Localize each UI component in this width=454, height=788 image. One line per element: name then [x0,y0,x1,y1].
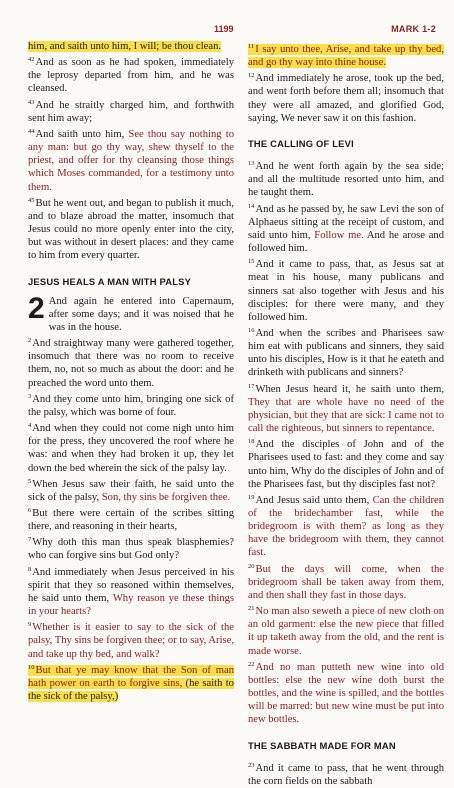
verse-10: $^{10}$But that ye may know that the Son of man hath power on earth to forgive sins, (he saith to the sick of the palsy,) [28,663,234,703]
verse-9: $^9$Whether is it easier to say to the sick of the palsy, Thy sins be forgiven thee; or to say, Arise, and take up thy bed, and walk? [28,621,234,660]
verse-4: $^4$And when they could not come nigh unto him for the press, they uncovered the roof where he was: and when they had broken it up, they let down the bed wherein the sick of the palsy lay. [28,422,234,474]
verse-44: $^{44}$And saith unto him, See thou say nothing to any man: but go thy way, shew thyself to the priest, and offer for thy cleansing those things which Moses commanded, for a testimony unto them. [28,127,234,193]
verse-45: $^{45}$But he went out, and began to publish it much, and to blaze abroad the matter, insomuch that Jesus could no more openly enter into the city, but was without in desert places: and they came to him from every quarter. [28,196,234,262]
verse-14: $^{14}$And as he passed by, he saw Levi the son of Alphaeus sitting at the receipt of custom, and said unto him, Follow me. And he arose and followed him. [248,202,444,255]
verse-20: $^{20}$But the days will come, when the bridegroom shall be taken away from them, and then shall they fast in those days. [248,562,444,601]
verse-19: $^{19}$And Jesus said unto them, Can the children of the bridechamber fast, while the bridegroom is with them? as long as they have the bridegroom with them, they cannot fast. [248,493,444,559]
verse-41-continuation: him, and saith unto him, I will; be thou clean. [28,41,222,52]
section-heading-palsy: JESUS HEALS A MAN WITH PALSY [28,275,192,287]
verse-18: $^{18}$And the disciples of John and of the Pharisees used to fast: and they come and say unto him, Why do the disciples of John and of the Pharisees fast, but thy disciples fast not? [248,438,444,490]
chapter-number-dropcap: 2 [28,291,45,325]
verse-16: $^{16}$And when the scribes and Pharisees saw him eat with publicans and sinners, they said unto his disciples, How is it that he eateth and drinketh with publicans and sinners? [248,326,444,379]
verse-23: $^{23}$And it came to pass, that he went through the corn fields on the sabbath [248,761,444,787]
verse-8: $^8$And immediately when Jesus perceived in his spirit that they so reasoned within themselves, he said unto them, Why reason ye these things in your hearts? [28,565,234,618]
verse-42: $^{42}$And as soon as he had spoken, immediately the leprosy departed from him, and he was cleansed. [28,56,234,95]
chapter-2-verse-1: 2 And again he entered into Capernaum, after some days; and it was noised that he was in the house. [28,291,234,333]
verse-15: $^{15}$And it came to pass, that, as Jesus sat at meat in his house, many publicans and sinners sat also together with Jesus and his disciples: for there were many, and they followed him. [248,258,444,323]
section-heading-sabbath: THE SABBATH MADE FOR MAN [248,739,396,751]
verse-2: $^2$And straightway many were gathered together, insomuch that there was no room to receive them, no, not so much as about the door: and he preached the word unto them. [28,337,234,389]
verse-22: $^{22}$And no man putteth new wine into old bottles: else the new wine doth burst the bottles, and the wine is spilled, and the bottles will be marred: but new wine must be put into new bottles. [248,660,444,726]
verse-12: $^{12}$And immediately he arose, took up the bed, and went forth before them all; insomuch that they were all amazed, and glorified God, saying, We never saw it on this fashion. [248,72,444,124]
verse-11: $^{11}$I say unto thee, Arise, and take up thy bed, and go thy way into thine house. [248,43,444,69]
verse-7: $^7$Why doth this man thus speak blasphemies? who can forgive sins but God only? [28,536,234,562]
page-number: 1199 [214,24,234,34]
verse-21: $^{21}$No man also seweth a piece of new cloth on an old garment: else the new piece that filled it up taketh away from the old, and the rent is made worse. [248,605,444,657]
right-column [248,40,444,788]
left-column [28,40,234,703]
verse-5: $^5$When Jesus saw their faith, he said unto the sick of the palsy, Son, thy sins be forgiven thee. [28,477,234,503]
verse-13: $^{13}$And he went forth again by the sea side; and all the multitude resorted unto him, and he taught them. [248,160,444,199]
verse-6: $^6$But there were certain of the scribes sitting there, and reasoning in their hearts, [28,507,234,533]
section-heading-levi: THE CALLING OF LEVI [248,137,354,149]
verse-3: $^3$And they come unto him, bringing one sick of the palsy, which was borne of four. [28,392,234,418]
page-header [0,0,454,34]
verse-43: $^{43}$And he straitly charged him, and forthwith sent him away; [28,98,234,124]
running-head: MARK 1-2 [391,24,436,34]
verse-17: $^{17}$When Jesus heard it, he saith unto them, They that are whole have no need of the physician, but they that are sick: I came not to call the righteous, but sinners to repentance. [248,382,444,435]
